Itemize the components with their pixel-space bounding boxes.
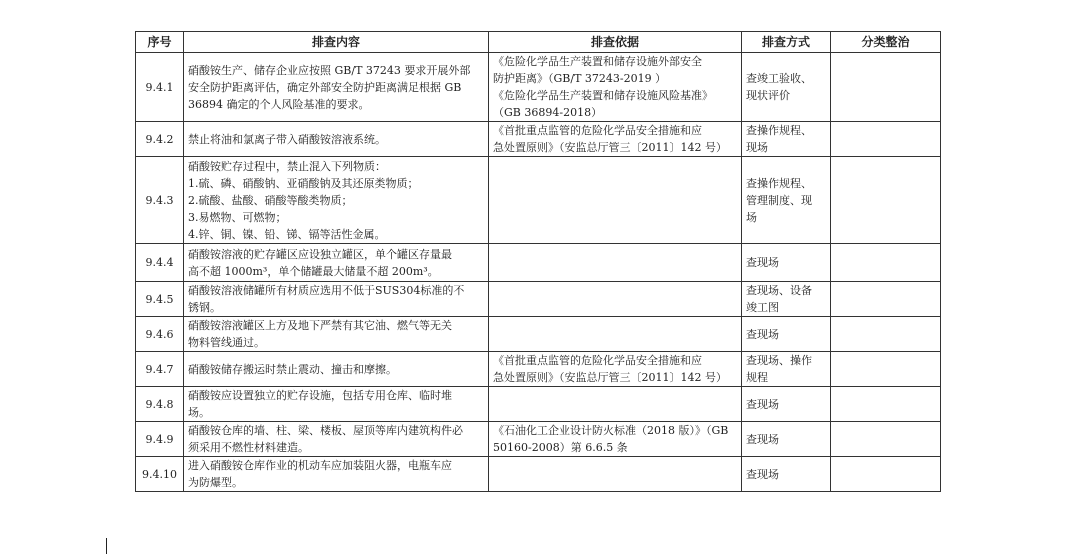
cell-content-line: 进入硝酸铵仓库作业的机动车应加装阻火器，电瓶车应 <box>188 459 452 472</box>
cell-method <box>742 282 831 317</box>
cell-basis-line: 《石油化工企业设计防火标准（2018 版）》（GB <box>493 424 729 437</box>
table-row <box>136 53 941 122</box>
cell-method-line: 查现场 <box>746 327 779 341</box>
cell-content-line: 为防爆型。 <box>188 476 243 489</box>
table-body <box>136 53 941 492</box>
cell-content-line: 1.硫、磷、硝酸钠、亚硝酸钠及其还原类物质； <box>188 176 419 190</box>
cell-content-line: 2.硫酸、盐酸、硝酸等酸类物质； <box>188 193 353 207</box>
cell-basis <box>489 53 742 122</box>
cell-method-line: 现场 <box>746 141 768 154</box>
inspection-table <box>135 31 941 492</box>
cell-content-line: 硝酸铵储存搬运时禁止震动、撞击和摩擦。 <box>188 362 397 376</box>
cell-method-line: 规程 <box>746 371 768 384</box>
cell-method <box>742 157 831 244</box>
cell-basis-line: 《危险化学品生产装置和储存设施外部安全 <box>493 55 702 68</box>
cell-remediation <box>831 157 941 244</box>
table-row <box>136 317 941 352</box>
cell-basis-line: 急处置原则》（安监总厅管三〔2011〕142 号） <box>493 371 727 384</box>
text-cursor <box>106 538 107 554</box>
cell-method <box>742 122 831 157</box>
cell-content <box>184 352 489 387</box>
cell-content <box>184 157 489 244</box>
cell-content-line: 硝酸铵生产、储存企业应按照 GB/T 37243 要求开展外部 <box>188 63 471 77</box>
cell-method-line: 查操作规程、 <box>746 124 812 137</box>
cell-content-line: 物料管线通过。 <box>188 336 265 349</box>
cell-method <box>742 422 831 457</box>
cell-basis-line: 50160-2008）第 6.6.5 条 <box>493 441 628 454</box>
cell-content-line: 禁止将油和氯离子带入硝酸铵溶液系统。 <box>188 132 386 146</box>
cell-method <box>742 352 831 387</box>
cell-remediation <box>831 53 941 122</box>
cell-basis <box>489 157 742 244</box>
cell-basis <box>489 457 742 492</box>
cell-method-line: 现状评价 <box>746 89 790 102</box>
header-seq: 序号 <box>136 32 184 53</box>
cell-content-line: 场。 <box>188 406 210 419</box>
cell-remediation <box>831 457 941 492</box>
cell-seq: 9.4.10 <box>136 457 184 492</box>
cell-method-line: 查竣工验收、 <box>746 72 812 85</box>
cell-method-line: 查现场 <box>746 397 779 411</box>
cell-basis-line: 急处置原则》（安监总厅管三〔2011〕142 号） <box>493 141 727 154</box>
cell-content-line: 硝酸铵溶液的贮存罐区应设独立罐区，单个罐区存量最 <box>188 247 452 261</box>
cell-basis <box>489 122 742 157</box>
cell-seq: 9.4.8 <box>136 387 184 422</box>
cell-method <box>742 317 831 352</box>
header-row <box>136 32 941 53</box>
cell-content <box>184 457 489 492</box>
cell-method <box>742 387 831 422</box>
cell-content-line: 硝酸铵应设置独立的贮存设施，包括专用仓库、临时堆 <box>188 389 452 402</box>
cell-content-line: 硝酸铵贮存过程中，禁止混入下列物质： <box>188 159 386 173</box>
header-content: 排查内容 <box>184 32 489 53</box>
cell-remediation <box>831 387 941 422</box>
cell-content-line: 须采用不燃性材料建造。 <box>188 441 309 454</box>
cell-remediation <box>831 282 941 317</box>
cell-content-line: 锈钢。 <box>188 301 221 314</box>
cell-basis <box>489 422 742 457</box>
cell-remediation <box>831 122 941 157</box>
cell-method-line: 竣工图 <box>746 301 779 314</box>
cell-content-line: 硝酸铵仓库的墙、柱、梁、楼板、屋顶等库内建筑构件必 <box>188 424 463 437</box>
cell-seq: 9.4.3 <box>136 157 184 244</box>
cell-content-line: 高不超 1000m³，单个储罐最大储量不超 200m³。 <box>188 264 439 278</box>
table-row <box>136 422 941 457</box>
cell-basis <box>489 317 742 352</box>
cell-basis-line: 《首批重点监管的危险化学品安全措施和应 <box>493 124 702 137</box>
cell-method <box>742 457 831 492</box>
cell-method-line: 查现场、操作 <box>746 354 812 367</box>
cell-content <box>184 422 489 457</box>
cell-seq: 9.4.6 <box>136 317 184 352</box>
cell-remediation <box>831 422 941 457</box>
cell-remediation <box>831 317 941 352</box>
cell-content <box>184 387 489 422</box>
cell-method <box>742 53 831 122</box>
table-row <box>136 387 941 422</box>
cell-seq: 9.4.1 <box>136 53 184 122</box>
table-row <box>136 122 941 157</box>
cell-basis <box>489 282 742 317</box>
cell-content <box>184 244 489 282</box>
cell-basis-line: 《危险化学品生产装置和储存设施风险基准》 <box>493 89 713 102</box>
cell-content-line: 3.易燃物、可燃物； <box>188 210 287 224</box>
cell-content-line: 硝酸铵溶液储罐所有材质应选用不低于SUS304标准的不 <box>188 284 465 297</box>
table-row <box>136 157 941 244</box>
cell-seq: 9.4.9 <box>136 422 184 457</box>
table-row <box>136 352 941 387</box>
cell-method-line: 场 <box>746 210 757 224</box>
cell-method-line: 查操作规程、 <box>746 176 812 190</box>
table-row <box>136 282 941 317</box>
table-row <box>136 457 941 492</box>
cell-method-line: 查现场、设备 <box>746 284 812 297</box>
cell-method-line: 查现场 <box>746 432 779 446</box>
cell-content-line: 4.锌、铜、镍、铅、锑、镉等活性金属。 <box>188 227 386 241</box>
cell-basis-line: （GB 36894-2018） <box>493 106 603 119</box>
cell-method-line: 管理制度、现 <box>746 193 812 207</box>
cell-method-line: 查现场 <box>746 467 779 481</box>
cell-seq: 9.4.5 <box>136 282 184 317</box>
cell-content <box>184 122 489 157</box>
cell-basis <box>489 352 742 387</box>
header-remediation: 分类整治 <box>831 32 941 53</box>
cell-basis-line: 防护距离》（GB/T 37243-2019 ） <box>493 72 667 85</box>
header-basis: 排查依据 <box>489 32 742 53</box>
cell-seq: 9.4.2 <box>136 122 184 157</box>
cell-remediation <box>831 244 941 282</box>
cell-method-line: 查现场 <box>746 256 779 269</box>
cell-basis <box>489 244 742 282</box>
table-row <box>136 244 941 282</box>
cell-content <box>184 317 489 352</box>
cell-content-line: 36894 确定的个人风险基准的要求。 <box>188 97 370 111</box>
header-method: 排查方式 <box>742 32 831 53</box>
cell-basis <box>489 387 742 422</box>
cell-method <box>742 244 831 282</box>
cell-seq: 9.4.7 <box>136 352 184 387</box>
cell-seq: 9.4.4 <box>136 244 184 282</box>
cell-remediation <box>831 352 941 387</box>
cell-basis-line: 《首批重点监管的危险化学品安全措施和应 <box>493 354 702 367</box>
cell-content <box>184 282 489 317</box>
cell-content-line: 硝酸铵溶液罐区上方及地下严禁有其它油、燃气等无关 <box>188 319 452 332</box>
cell-content <box>184 53 489 122</box>
cell-content-line: 安全防护距离评估，确定外部安全防护距离满足根据 GB <box>188 80 462 94</box>
